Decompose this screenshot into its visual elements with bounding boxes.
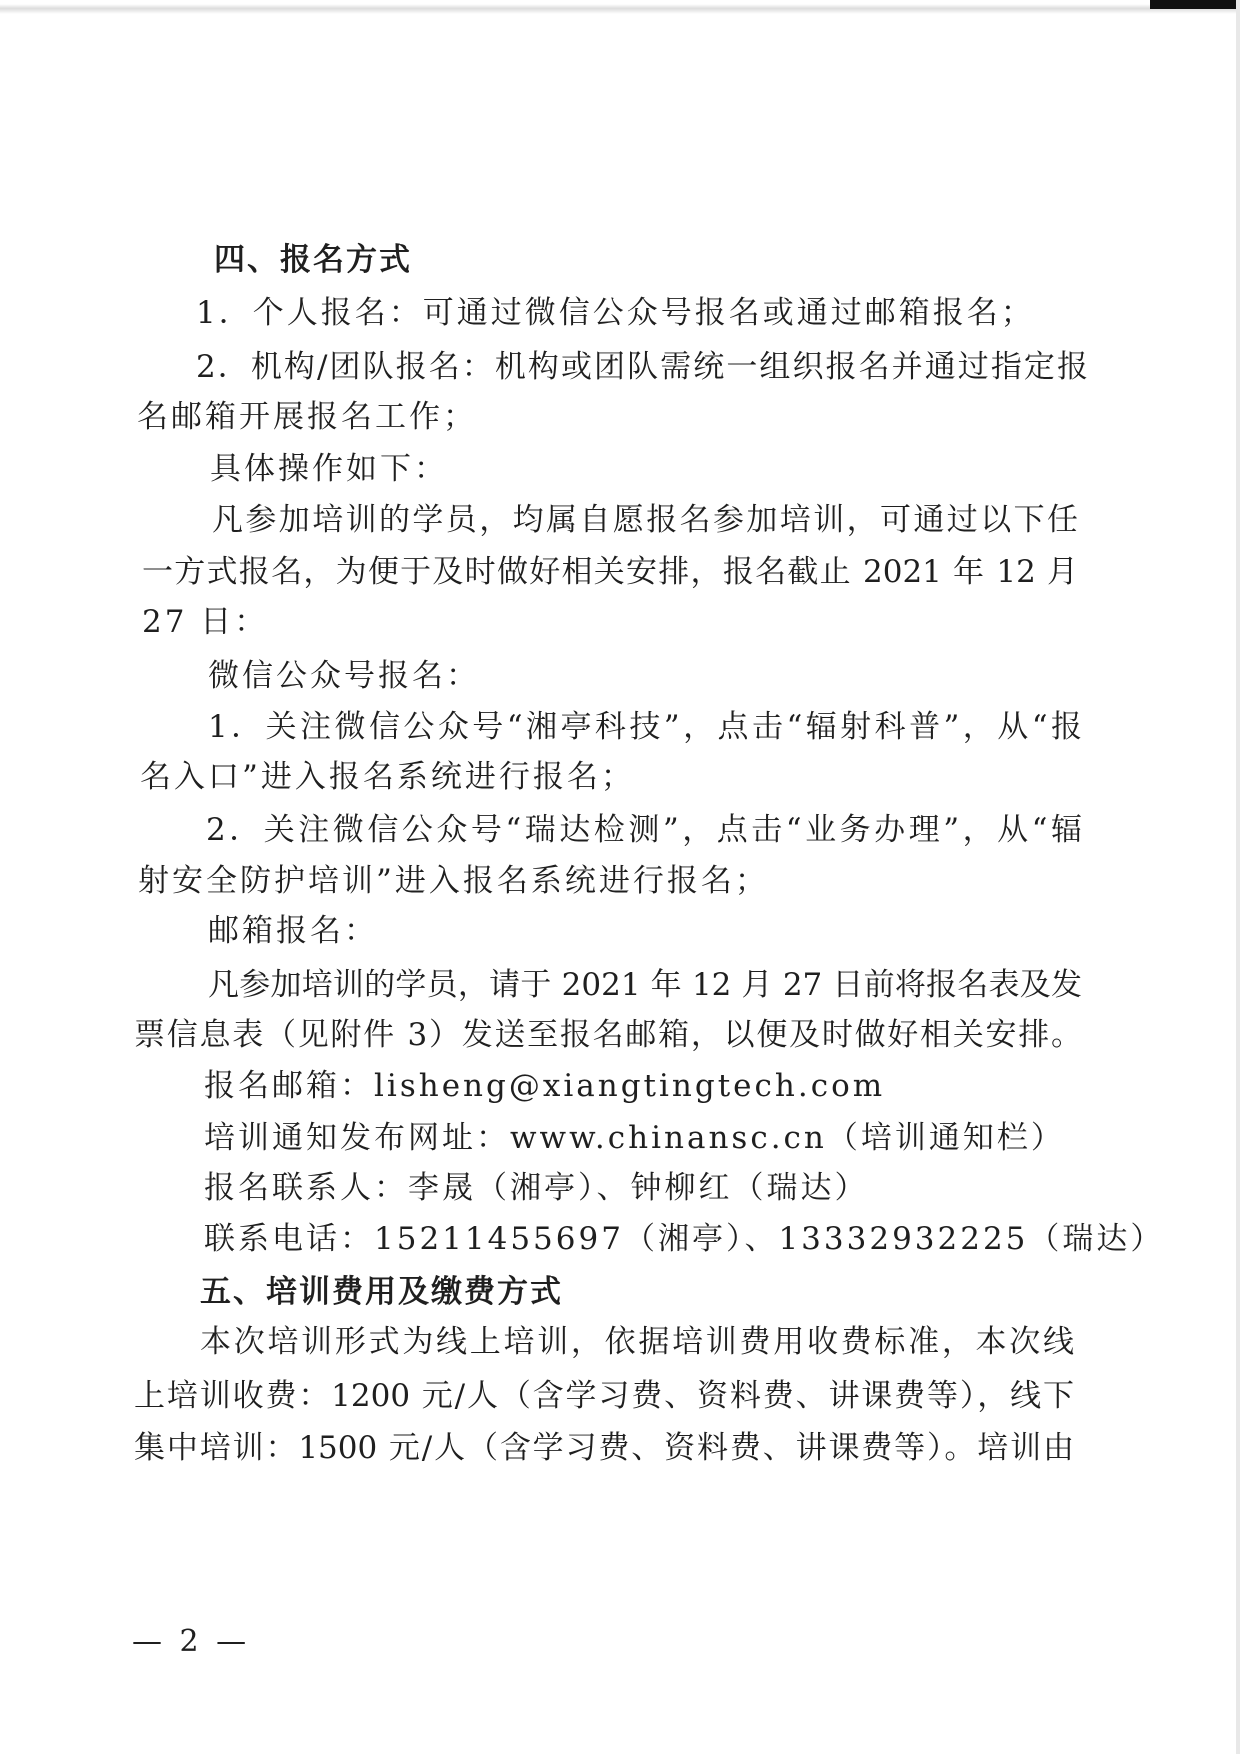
page-number: — 2 — (132, 1624, 251, 1659)
paragraph-line: 1．关注微信公众号“湘亭科技”，点击“辐射科普”，从“报 (208, 709, 1082, 745)
notice-website: 培训通知发布网址：www.chinansc.cn（培训通知栏） (204, 1120, 1065, 1156)
paragraph-line: 名邮箱开展报名工作； (137, 399, 477, 435)
paragraph-line: 集中培训：1500 元/人（含学习费、资料费、讲课费等）。培训由 (134, 1430, 1074, 1466)
paragraph-line: 本次培训形式为线上培训，依据培训费用收费标准，本次线 (200, 1324, 1074, 1360)
paragraph-line: 2．机构/团队报名：机构或团队需统一组织报名并通过指定报 (196, 349, 1088, 385)
registration-email: 报名邮箱：lisheng@xiangtingtech.com (204, 1068, 886, 1104)
contact-persons: 报名联系人：李晟（湘亭）、钟柳红（瑞达） (204, 1170, 869, 1206)
paragraph-line: 上培训收费：1200 元/人（含学习费、资料费、讲课费等），线下 (134, 1378, 1074, 1414)
paragraph-line: 票信息表（见附件 3）发送至报名邮箱，以便及时做好相关安排。 (134, 1017, 1082, 1053)
section-heading-fees: 五、培训费用及缴费方式 (200, 1274, 563, 1310)
paragraph-line: 1．个人报名：可通过微信公众号报名或通过邮箱报名； (196, 295, 1035, 331)
paragraph-line: 邮箱报名： (208, 913, 378, 949)
contact-phones: 联系电话：15211455697（湘亭）、13332932225（瑞达） (204, 1221, 1165, 1257)
paragraph-line: 凡参加培训的学员，均属自愿报名参加培训，可通过以下任 (212, 502, 1078, 538)
paragraph-line: 名入口”进入报名系统进行报名； (140, 759, 635, 795)
paragraph-line: 2．关注微信公众号“瑞达检测”，点击“业务办理”，从“辐 (206, 812, 1082, 848)
paragraph-line: 微信公众号报名： (208, 658, 480, 694)
paragraph-line: 27 日： (142, 604, 269, 640)
paragraph-line: 一方式报名，为便于及时做好相关安排，报名截止 2021 年 12 月 (142, 554, 1078, 590)
section-heading-registration: 四、报名方式 (214, 242, 412, 278)
paragraph-line: 射安全防护培训”进入报名系统进行报名； (138, 863, 769, 899)
paragraph-line: 凡参加培训的学员，请于 2021 年 12 月 27 日前将报名表及发 (208, 967, 1082, 1003)
paragraph-line: 具体操作如下： (210, 451, 448, 487)
